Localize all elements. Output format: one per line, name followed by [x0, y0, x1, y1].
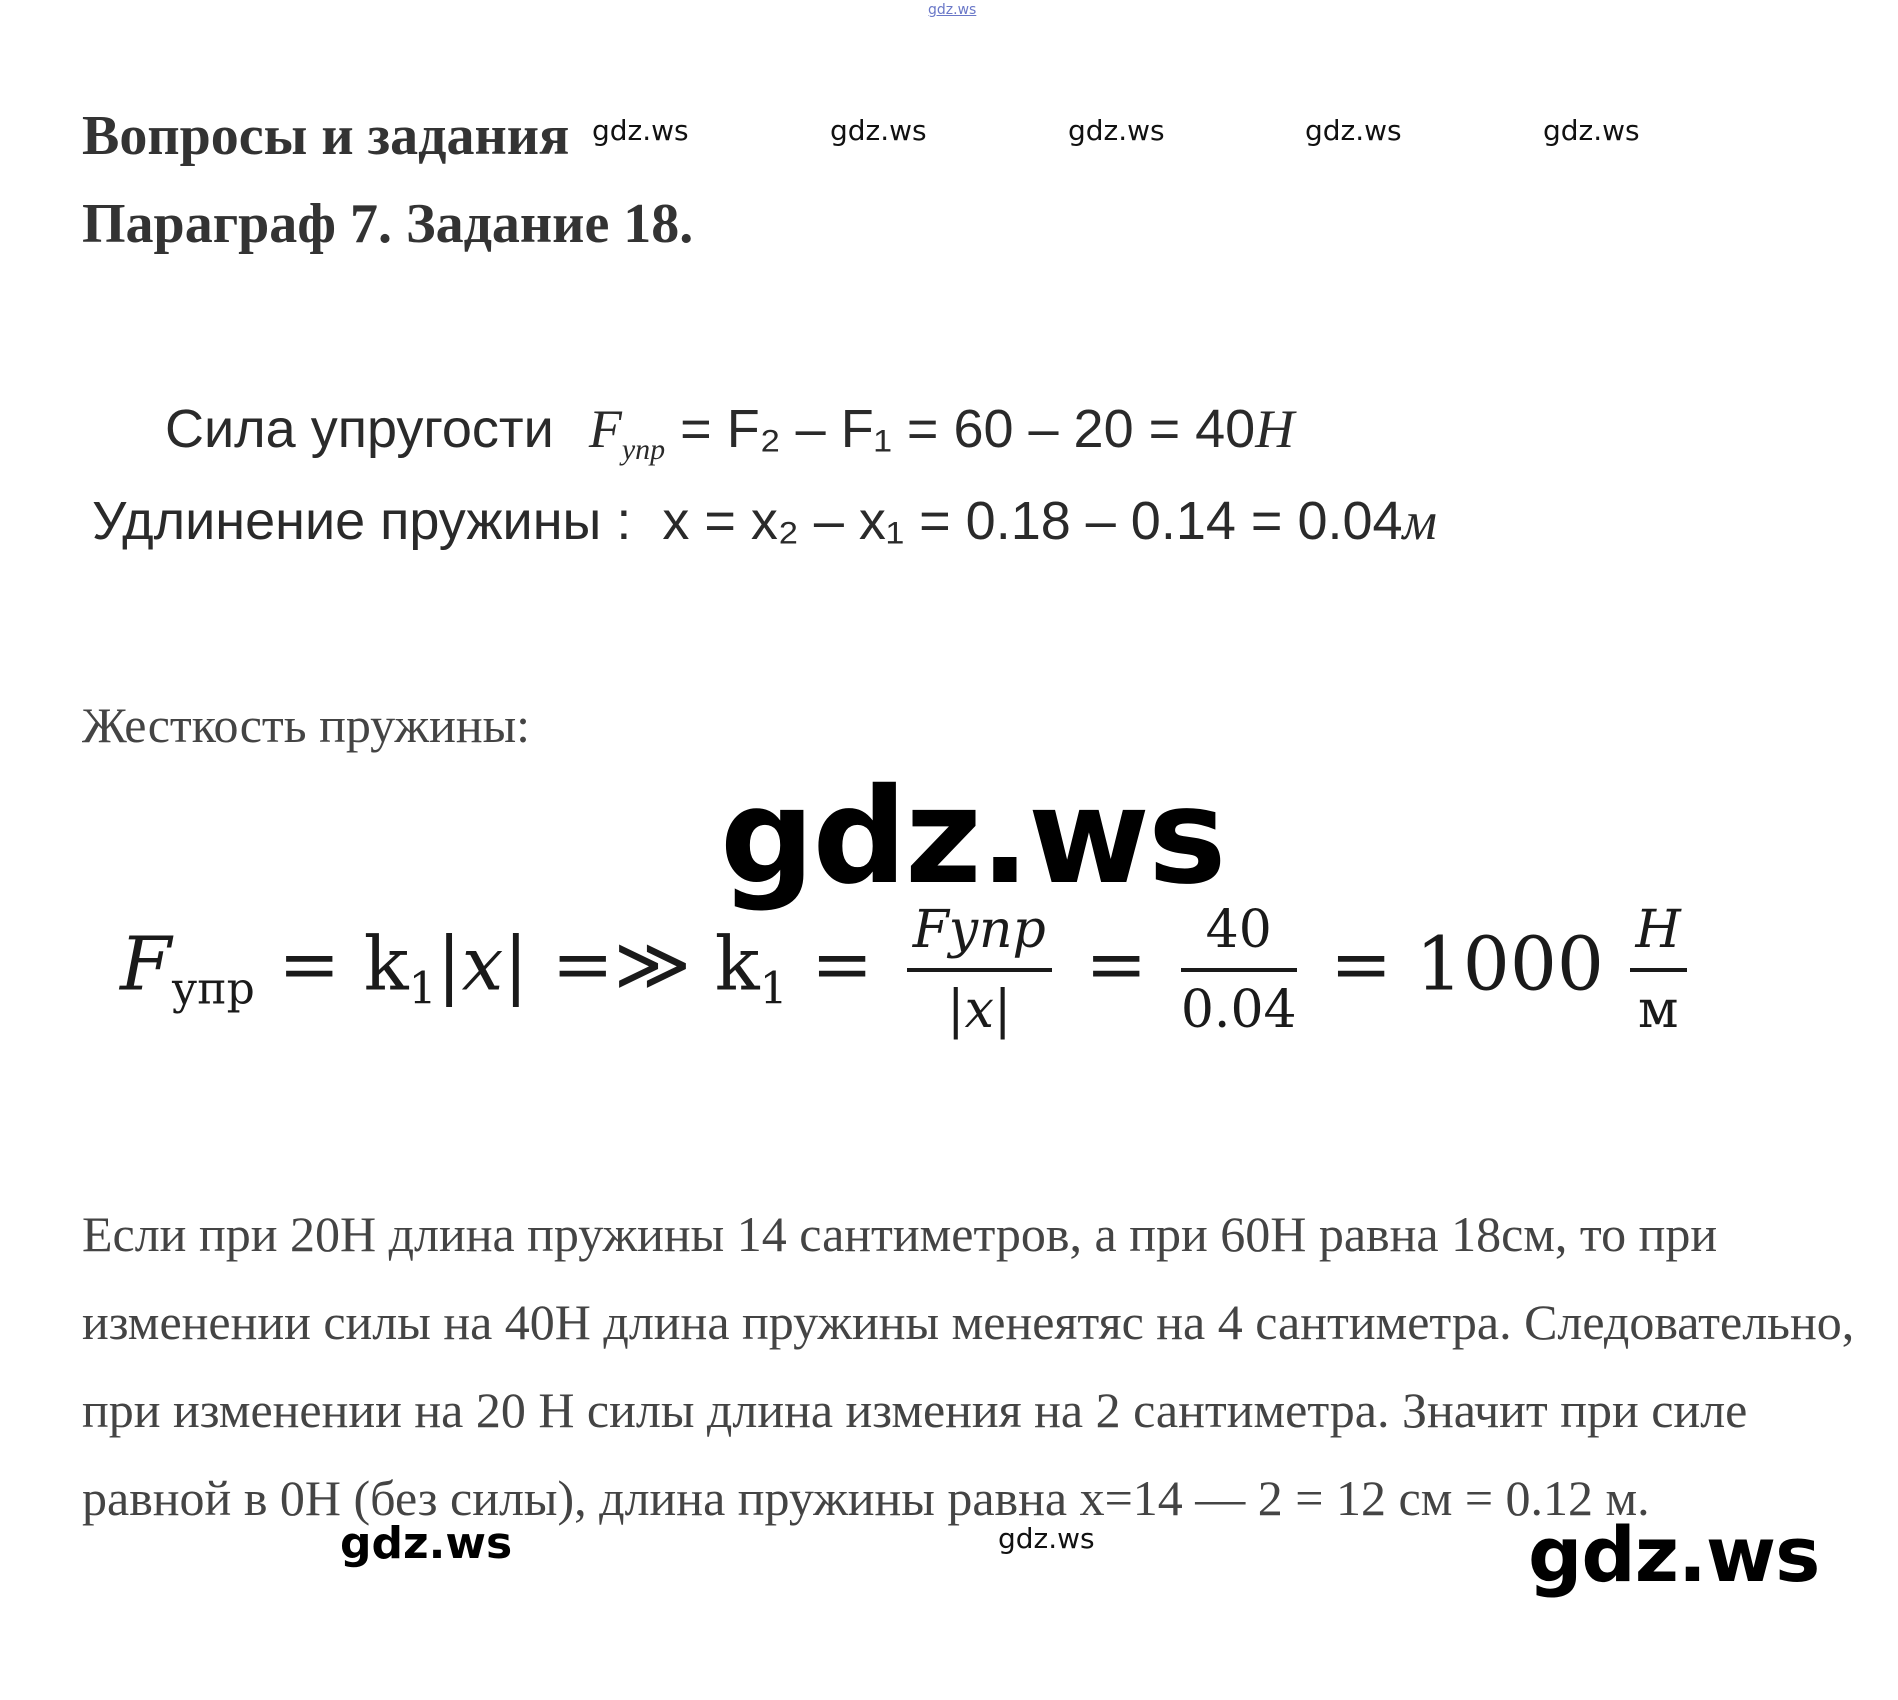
- fraction-numerator: 40: [1181, 900, 1297, 972]
- elongation-unit: м: [1402, 491, 1438, 551]
- explanation-paragraph: Если при 20Н длина пружины 14 сантиметров, а при 60Н равна 18см, то при изменении силы на 40Н длина пружины менеятяс на 4 сантиметра. Следовательно, при изменении на 20 Н силы длина измения на 2 сантиметра. Значит при силе равной в 0Н (без силы), длина пружины равна х=14 — 2 = 12 см = 0.12 м.: [82, 1206, 1855, 1526]
- fraction-denominator: 0.04: [1180, 980, 1297, 1040]
- stiffness-label: Жесткость пружины:: [82, 697, 531, 753]
- formula-result: = 1000: [1330, 921, 1604, 1008]
- fraction-numerator: Fупр: [907, 900, 1052, 972]
- elongation-formula: [92, 490, 1437, 552]
- elongation-label: Удлинение пружины :: [92, 491, 632, 551]
- formula-k-sub: 1: [759, 963, 788, 1015]
- watermark: gdz.ws: [830, 114, 927, 147]
- fraction-denominator: |x|: [947, 980, 1012, 1040]
- elastic-force-unit: Н: [1255, 399, 1295, 459]
- elastic-force-formula: Сила упругости $F_{упр} = F_2 - F_1 = 60 - 20 = 40Н$: [165, 399, 1295, 466]
- elastic-force-expression: = F₂ – F₁ = 60 – 20 = 40: [680, 399, 1256, 459]
- watermark-large: gdz.ws: [720, 760, 1225, 914]
- unit-denominator: м: [1637, 980, 1679, 1040]
- unit-numerator: Н: [1630, 900, 1687, 972]
- stiffness-formula: $F_{упр} = k_1|x|$ =≫ $k_1$ = $\frac{\text{Fупр}}{|x|}$ = $\frac{40}{0.04}$ = 1000 $\frac{Н}{м}$: [120, 900, 1697, 1040]
- formula-implies: =≫ k: [551, 921, 760, 1008]
- watermark: gdz.ws: [1543, 114, 1640, 147]
- formula-k-sub: 1: [408, 963, 437, 1015]
- elongation-expression: x = x₂ – x₁ = 0.18 – 0.14 = 0.04: [662, 491, 1403, 551]
- fraction-values: [1181, 900, 1297, 1040]
- top-watermark: gdz.ws: [928, 2, 977, 18]
- watermark-medium: gdz.ws: [1528, 1510, 1820, 1599]
- formula-f-sub: упр: [171, 963, 255, 1015]
- task-heading: Параграф 7. Задание 18.: [82, 193, 694, 255]
- formula-eq-k: = k: [278, 921, 409, 1008]
- fraction-unit: [1630, 900, 1687, 1040]
- watermark: gdz.ws: [1305, 114, 1402, 147]
- formula-f: F: [120, 921, 172, 1008]
- watermark: gdz.ws: [1068, 114, 1165, 147]
- watermark: gdz.ws: [340, 1518, 513, 1569]
- section-heading: Вопросы и задания: [82, 105, 570, 167]
- fraction-force-over-x: [907, 900, 1052, 1040]
- watermark: gdz.ws: [592, 114, 689, 147]
- watermark: gdz.ws: [998, 1522, 1095, 1555]
- formula-abs-x: |x|: [436, 921, 529, 1008]
- elastic-force-label: Сила упругости: [165, 399, 554, 459]
